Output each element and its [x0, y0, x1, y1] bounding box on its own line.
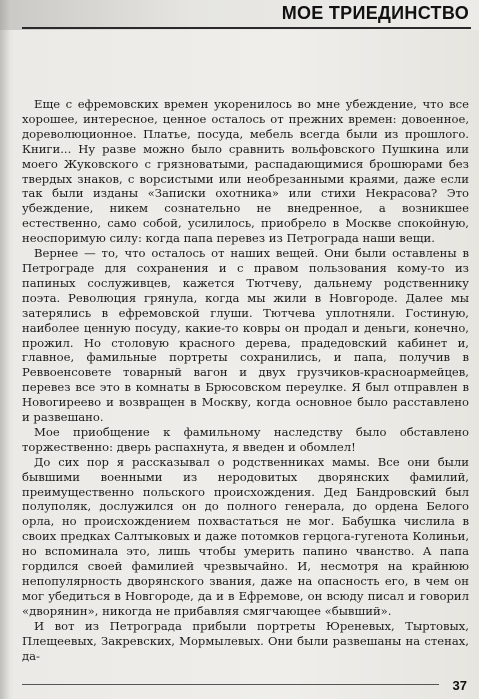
- running-title: МОЕ ТРИЕДИНСТВО: [281, 3, 469, 23]
- paragraph-1: Еще с ефремовских времен укоренилось во мне убеждение, что все хорошее, интересное, ценное осталось от прежних времен: довоенное, дореволюционное. Платье, посуда, мебель всегда были из прошлого. Книги... Ну разве можно было сравнить вольфовского Пушкина или моего Жуковского с грязноватыми, распадающимися брошюрами без твердых знаков, с ворсистыми или необрезанными краями, даже если так были изданы «Записки охотника» или стихи Некрасова? Это убеждение, никем сознательно не внедренное, а возникшее естественно, само собой, усилилось, приобрело в Москве спокойную, неоспоримую силу: когда папа перевез из Петрограда наши вещи.: [22, 97, 469, 246]
- body-text: [22, 97, 469, 663]
- header-rule: [22, 27, 471, 29]
- gutter-shadow: [0, 0, 10, 699]
- page-number: 37: [452, 678, 467, 693]
- folio-rule: [22, 684, 439, 685]
- paragraph-2: Вернее — то, что осталось от наших вещей. Они были оставлены в Петрограде для сохранения и с правом пользования кому-то из папиных сослуживцев, кажется Тютчеву, дальнему родственнику поэта. Революция грянула, когда мы жили в Новгороде. Далее мы затерялись в ефремовской глуши. Тютчева уплотняли. Гостиную, наиболее ценную посуду, какие-то ковры он продал и деньги, конечно, прожил. Но столовую красного дерева, прадедовский кабинет и, главное, фамильные портреты сохранились, и папа, получив в Реввоенсовете товарный вагон и двух грузчиков-красноармейцев, перевез все это в комнаты в Брюсовском переулке. Я был отправлен в Новогиреево и возвращен в Москву, когда основное было расставлено и развешано.: [22, 246, 469, 425]
- paragraph-5: И вот из Петрограда прибыли портреты Юреневых, Тыртовых, Плещеевых, Закревских, Мормылевых. Они были развешаны на стенах, да-: [22, 618, 469, 663]
- paragraph-3: Мое приобщение к фамильному наследству было обставлено торжественно: дверь распахнута, я введен и обомлел!: [22, 424, 469, 454]
- paragraph-4: До сих пор я рассказывал о родственниках мамы. Все они были бывшими военными из неродовитых дворянских фамилий, преимущественно польского происхождения. Дед Бандровский был полуполяк, дослужился он до полного генерала, до ордена Белого орла, но происхождением похвастаться не мог. Бабушка числила в своих предках Салтыковых и даже потомков герцога-гугенота Колиньи, но вспоминала это, лишь чтобы умерить папино чванство. А папа гордился своей фамилией чрезвычайно. И, несмотря на крайнюю непопулярность дворянского звания, даже на опасность его, в чем он мог убедиться в Новгороде, да и в Ефремове, он всюду писал и говорил «дворянин», никогда не прибавляя смягчающее «бывший».: [22, 454, 469, 618]
